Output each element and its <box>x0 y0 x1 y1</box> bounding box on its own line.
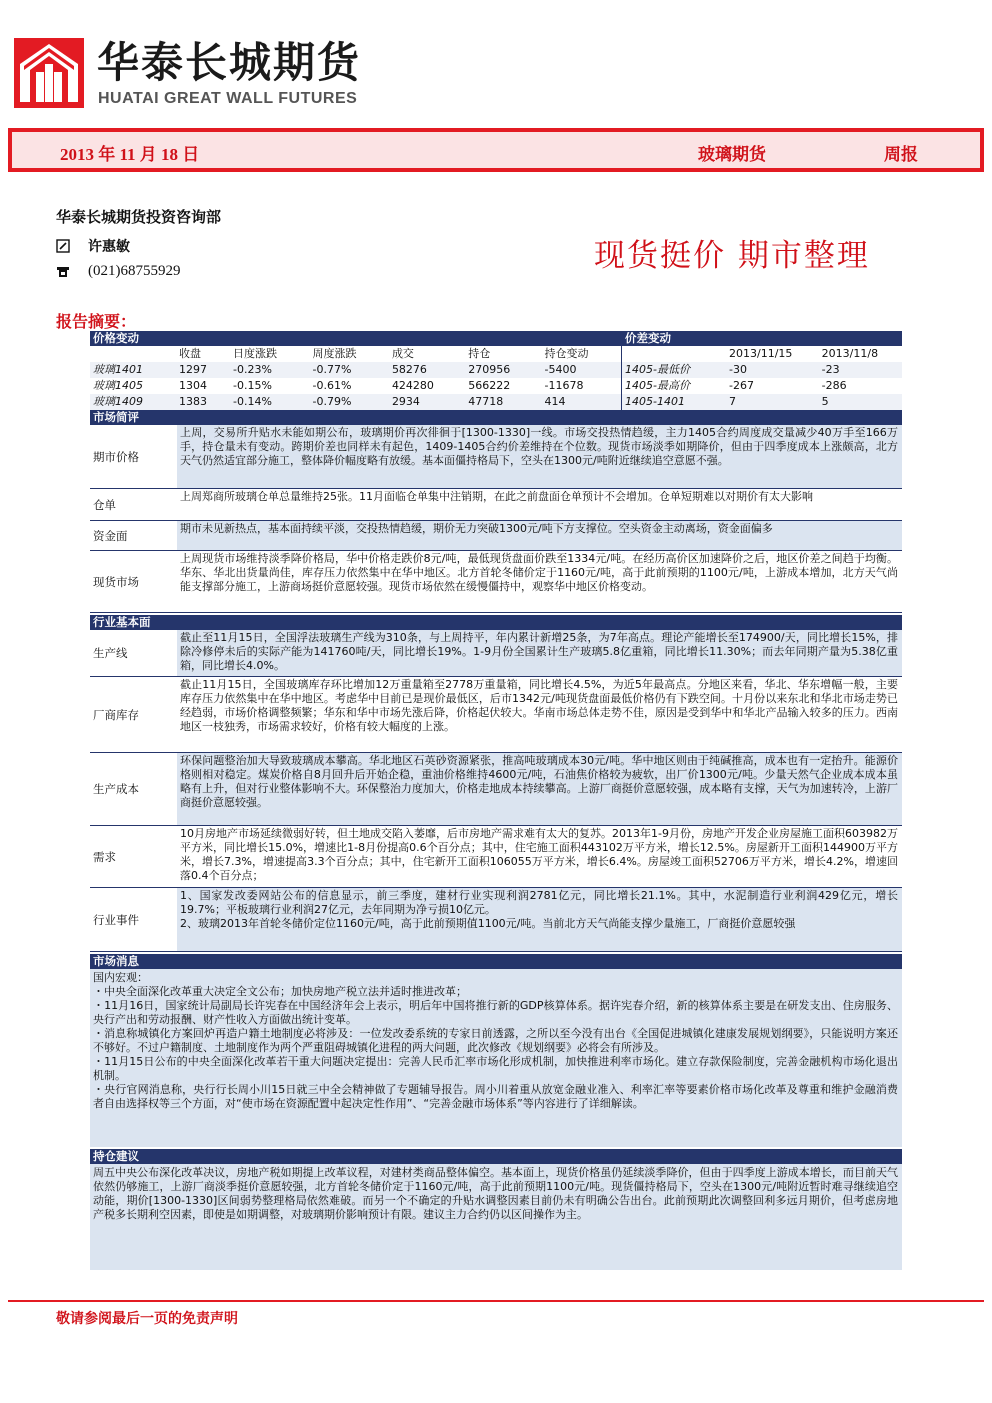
market-review-title: 市场简评 <box>90 410 902 425</box>
phone-row <box>56 263 181 280</box>
fund-row-events: 行业事件 1、国家发改委网站公布的信息显示，前三季度，建材行业实现利润2781亿元，同比增长21.1%。其中，水泥制造行业利润429亿元，增长19.7%；平板玻璃行业利润27亿元，去年同期为净亏损10亿元。 2、玻璃2013年首轮冬储价定位1160元/吨，高于此前预期值1100元/吨。当前北方天气尚能支撑少量施工，厂商挺价意愿较强 <box>90 888 902 952</box>
spread-row-low: 1405-最低价 -30 -23 <box>625 363 840 376</box>
report-type: 周报 <box>884 145 918 165</box>
author-name: 许惠敏 <box>88 239 130 255</box>
summary-table <box>90 331 902 1270</box>
report-headline: 现货挺价 期市整理 <box>594 238 870 274</box>
fund-row-inventory: 厂商库存 截止11月15日，全国玻璃库存环比增加12万重量箱至2778万重量箱，同比增长4.5%，为近5年最高点。分地区来看，华北、华东增幅一般，主要库存压力依然集中在华中地区。考虑华中目前已是现价最低区，后市1342元/吨现货盘面最低价格仍有下跌空间。十月份以来东北和华北市场走势已经趋弱，市场价格调整频繁；华东和华中市场先涨后降，价格起伏较大。华南市场总体走势不佳，原因是受到华中和华北产品输入较多的压力。西南地区一枝独秀，市场需求较好，价格有较大幅度的上涨。 <box>90 677 902 753</box>
review-row-futures: 期市价格 上周，交易所升贴水未能如期公布，玻璃期价再次徘徊于[1300-1330]一线。市场交投热情趋缓，主力1405合约周度成交量减少40万手至166万手，持仓量未有变动。跨期价差也同样未有起色，1409-1405合约价差维持在个位数。现货市场淡季如期降价，但由于四季度成本上涨颇高，北方天气仍然适宜部分施工，整体降价幅度略有放缓。基本面僵持格局下，空头在1300元/吨附近继续追空意愿不强。 <box>90 425 902 489</box>
pen-icon <box>56 239 70 253</box>
report-date: 2013 年 11 月 18 日 <box>60 145 200 164</box>
news-line: 国内宏观： <box>93 971 148 984</box>
review-row-spot: 现货市场 上周现货市场维持淡季降价格局，华中价格走跌价8元/吨，最低现货盘面价跌至1334元/吨。在经历高价区加速降价之后，地区价差之间趋于均衡。华东、华北出货量尚佳，库存压力依然集中在华中地区。北方首轮冬储价定于1160元/吨，高于此前预期的1100元/吨，上游成本增加，北方天气尚能支撑部分施工，上游商场挺价意愿较强。现货市场依然在缓慢僵持中，观察华中地区价格变动。 <box>90 551 902 613</box>
review-row-warrants: 仓单 上周郑商所玻璃仓单总量维持25张。11月面临仓单集中注销期，在此之前盘面仓单预计不会增加。仓单短期难以对期价有太大影响 <box>90 489 902 521</box>
price-row-1405: 玻璃1405 1304 -0.15% -0.61% 424280 566222 -11678 <box>90 378 621 394</box>
price-header-row: 收盘 日度涨跌 周度涨跌 成交 持仓 持仓变动 <box>90 346 621 362</box>
author-row <box>56 236 130 256</box>
news-line: ・11月15日公布的中央全面深化改革若干重大问题决定提出：完善人民币汇率市场化形成机制，加快推进利率市场化。建立存款保险制度，完善金融机构市场化退出机制。 <box>93 1055 898 1082</box>
disclaimer-note: 敬请参阅最后一页的免责声明 <box>56 1311 238 1327</box>
news-line: ・消息称城镇化方案回炉再造户籍土地制度必将涉及：一位发改委系统的专家日前透露，之所以至今没有出台《全国促进城镇化建康发展规划纲要》，只能说明方案还不够好。不过户籍制度、土地制度作为两个严重阻碍城镇化进程的两大问题，此次修改《规划纲要》必将会有所涉及。 <box>93 1027 898 1054</box>
report-product: 玻璃期货 <box>698 145 766 165</box>
price-section-title: 价格变动 <box>90 331 621 346</box>
brand-name-cn: 华泰长城期货 <box>97 38 362 87</box>
news-line: ・央行官网消息称，央行行长周小川15日就三中全会精神做了专题辅导报告。周小川着重从放宽金融业准入、利率汇率等要素价格市场化改革及尊重和维护金融消费者自由选择权等三个方面，对“使市场在资源配置中起决定性作用”、“完善金融市场体系”等内容进行了详细解读。 <box>93 1083 898 1110</box>
abstract-title: 报告摘要： <box>56 312 137 331</box>
position-advice-title: 持仓建议 <box>90 1149 902 1164</box>
price-table <box>90 346 621 410</box>
department-name: 华泰长城期货投资咨询部 <box>56 208 222 226</box>
price-row-1401: 玻璃1401 1297 -0.23% -0.77% 58276 270956 -5400 <box>93 363 577 376</box>
footer-divider <box>8 1300 984 1302</box>
price-section <box>90 331 902 410</box>
brand-name-en: HUATAI GREAT WALL FUTURES <box>98 90 358 107</box>
spread-section-title: 价差变动 <box>622 331 902 346</box>
position-advice-body: 周五中央公布深化改革决议，房地产税如期提上改革议程，对建材类商品整体偏空。基本面上，现货价格虽仍延续淡季降价，但由于四季度上游成本增长，而目前天气依然仍够施工，上游厂商淡季挺价意愿较强，北方首轮冬储价定于1160元/吨，高于此前预期1100元/吨。现货僵持格局下，空头在1300元/吨附近暂时难寻继续追空动能，期价[1300-1330]区间弱势整理格局依然难破。而另一个不确定的升贴水调整因素目前仍未有明确公告出台。此前预期此次调整回利多远月期价，但考虑房地产税多长期利空因素，即使是如期调整，对玻璃期价影响预计有限。建议主力合约仍以区间操作为主。 <box>90 1164 902 1270</box>
fund-row-lines: 生产线 截止至11月15日，全国浮法玻璃生产线为310条，与上周持平，年内累计新增25条，为7年高点。理论产能增长至174900/天，同比增长15%，排除冷修停未后的实际产能为141760吨/天，同比增长19%。1-9月份全国累计生产玻璃5.8亿重箱，同比增长11.30%；而去年同期产量为5.38亿重箱，同比增长4.0%。 <box>90 630 902 677</box>
market-news-body <box>90 969 902 1147</box>
review-row-funds: 资金面 期市未见新热点，基本面持续平淡，交投热情趋缓，期价无力突破1300元/吨下方支撑位。空头资金主动离场，资金面偏多 <box>90 521 902 551</box>
spread-table <box>622 346 902 410</box>
report-header-band <box>8 128 984 172</box>
fund-row-demand: 需求 10月房地产市场延续微弱好转，但土地成交陷入萎靡，后市房地产需求难有太大的复苏。2013年1-9月份，房地产开发企业房屋施工面积603982万平方米，同比增长15.0%，增速比1-8月份提高0.6个百分点；其中，住宅施工面积443102万平方米，增长12.5%。房屋新开工面积144900万平方米，增长7.3%，增速提高3.3个百分点；其中，住宅新开工面积106055万平方米，增长6.4%。房屋竣工面积52706万平方米，增长4.2%，增速回落0.4个百分点； <box>90 826 902 888</box>
spread-header-row: 2013/11/15 2013/11/8 <box>622 346 902 362</box>
news-line: ・11月16日，国家统计局副局长许宪春在中国经济年会上表示，明后年中国将推行新的GDP核算体系。据许宪春介绍，新的核算体系主要是在研发支出、住房服务、央行产出和劳动报酬、财产性收入方面做出统计变革。 <box>93 999 898 1026</box>
phone-icon <box>56 265 70 279</box>
price-row-1409: 玻璃1409 1383 -0.14% -0.79% 2934 47718 414 <box>93 395 566 408</box>
spread-row-high: 1405-最高价 -267 -286 <box>622 378 902 394</box>
spread-row-calendar: 1405-1401 7 5 <box>625 395 829 408</box>
huatai-logo-icon <box>14 38 84 108</box>
fund-row-cost: 生产成本 环保问题整治加大导致玻璃成本攀高。华北地区石英砂资源紧张，推高吨玻璃成本30元/吨。华中地区则由于纯碱推高，成本也有一定抬升。能源价格则相对稳定。煤炭价格自8月回升后开始企稳，重油价格维持4600元/吨，石油焦价格较为疲软，出厂价1300元/吨。少量天然气企业成本成本虽略有上升，但对行业整体影响不大。环保整治力度加大，价格走地成本持续攀高。上游厂商挺价意愿较强，成本略有支撑，天气为加速转冷，上游厂商挺价意愿较强。 <box>90 753 902 826</box>
news-line: ・中央全面深化改革重大决定全文公布；加快房地产税立法并适时推进改革； <box>93 985 467 998</box>
market-news-title: 市场消息 <box>90 954 902 969</box>
fundamentals-title: 行业基本面 <box>90 615 902 630</box>
author-phone: (021)68755929 <box>88 263 181 279</box>
